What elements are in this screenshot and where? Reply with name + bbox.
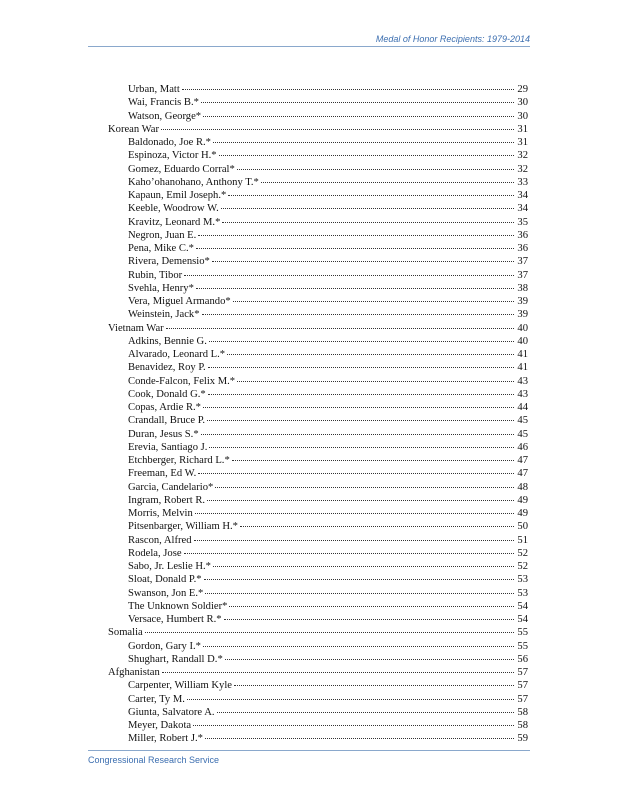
dot-leader — [162, 671, 514, 673]
toc-entry[interactable] — [108, 587, 528, 600]
toc-entry[interactable] — [108, 534, 528, 547]
toc-entry-label: Garcia, Candelario* — [128, 481, 214, 493]
toc-entry-page: 34 — [517, 190, 528, 201]
toc-entry[interactable] — [108, 719, 528, 732]
dot-leader — [209, 446, 514, 448]
footer-rule — [88, 750, 530, 751]
toc-entry-page: 40 — [517, 335, 528, 347]
toc-entry-label: Rodela, Jose — [128, 547, 182, 559]
toc-entry-label: Morris, Melvin — [128, 508, 193, 519]
toc-entry-label: Giunta, Salvatore A. — [128, 706, 215, 718]
toc-entry-label: Meyer, Dakota — [128, 720, 192, 731]
toc-entry[interactable] — [108, 653, 528, 666]
running-header: Medal of Honor Recipients: 1979-2014 — [375, 34, 530, 44]
toc-entry[interactable] — [108, 202, 528, 215]
dot-leader — [237, 380, 514, 382]
toc-entry-label: Vietnam War — [108, 322, 164, 334]
dot-leader — [240, 525, 514, 527]
toc-entry[interactable] — [108, 375, 528, 388]
dot-leader — [184, 274, 514, 276]
dot-leader — [207, 499, 514, 501]
toc-entry-label: Copas, Ardie R.* — [128, 402, 201, 413]
toc-entry[interactable] — [108, 693, 528, 706]
dot-leader — [237, 168, 514, 170]
dot-leader — [219, 154, 514, 156]
toc-entry[interactable] — [108, 428, 528, 441]
toc-entry-label: Rascon, Alfred — [128, 534, 192, 546]
toc-entry-page: 47 — [517, 455, 528, 466]
toc-entry-label: Conde-Falcon, Felix M.* — [128, 375, 236, 387]
dot-leader — [209, 340, 514, 342]
toc-entry-label: Afghanistan — [108, 667, 160, 678]
toc-entry-label: Korean War — [108, 123, 160, 135]
toc-entry-label: Adkins, Bennie G. — [128, 335, 207, 347]
toc-entry-page: 52 — [517, 547, 528, 559]
toc-entry-page: 43 — [517, 388, 528, 400]
dot-leader — [145, 631, 514, 633]
toc-entry-page: 54 — [517, 600, 528, 612]
dot-leader — [205, 592, 514, 594]
dot-leader — [201, 101, 514, 103]
toc-entry-label: Sabo, Jr. Leslie H.* — [128, 561, 211, 572]
toc-entry-label: Carter, Ty M. — [128, 693, 185, 705]
toc-entry-label: Svehla, Henry* — [128, 282, 194, 294]
toc-entry-label: Sloat, Donald P.* — [128, 574, 202, 586]
toc-entry-page: 40 — [517, 322, 528, 334]
toc-entry[interactable] — [108, 481, 528, 494]
dot-leader — [221, 207, 514, 209]
toc-entry-label: Pena, Mike C.* — [128, 243, 194, 254]
toc-entry[interactable] — [108, 361, 528, 374]
toc-entry[interactable] — [108, 189, 528, 202]
dot-leader — [187, 698, 514, 700]
toc-section-entry[interactable] — [108, 123, 528, 136]
toc-entry-label: Kravitz, Leonard M.* — [128, 216, 221, 228]
toc-entry-page: 41 — [517, 349, 528, 360]
toc-entry-page: 46 — [517, 441, 528, 453]
toc-entry-label: Versace, Humbert R.* — [128, 614, 222, 625]
dot-leader — [213, 141, 514, 143]
toc-entry-label: The Unknown Soldier* — [128, 600, 228, 612]
toc-entry-label: Espinoza, Victor H.* — [128, 150, 217, 162]
toc-entry-label: Gomez, Eduardo Corral* — [128, 163, 235, 175]
dot-leader — [198, 234, 514, 236]
toc-entry[interactable] — [108, 467, 528, 480]
toc-entry-label: Ingram, Robert R. — [128, 494, 206, 506]
toc-entry-page: 56 — [517, 653, 528, 665]
toc-entry-page: 57 — [517, 693, 528, 705]
toc-entry-page: 59 — [517, 733, 528, 745]
dot-leader — [227, 353, 514, 355]
toc-entry-label: Freeman, Ed W. — [128, 468, 197, 480]
toc-entry-label: Wai, Francis B.* — [128, 97, 199, 109]
toc-entry-label: Cook, Donald G.* — [128, 388, 206, 400]
toc-entry[interactable] — [108, 547, 528, 560]
dot-leader — [194, 539, 514, 541]
toc-entry-page: 32 — [517, 150, 528, 162]
toc-entry-page: 44 — [517, 402, 528, 413]
toc-entry-page: 52 — [517, 561, 528, 572]
table-of-contents — [108, 83, 528, 746]
toc-entry-label: Keeble, Woodrow W. — [128, 203, 219, 215]
dot-leader — [204, 578, 514, 580]
dot-leader — [225, 658, 514, 660]
dot-leader — [193, 724, 514, 726]
dot-leader — [203, 115, 514, 117]
dot-leader — [202, 313, 514, 315]
dot-leader — [217, 711, 515, 713]
toc-entry[interactable] — [108, 507, 528, 520]
toc-entry-page: 30 — [517, 110, 528, 122]
toc-entry[interactable] — [108, 600, 528, 613]
toc-entry-page: 36 — [517, 243, 528, 254]
toc-entry-page: 45 — [517, 415, 528, 427]
dot-leader — [261, 181, 514, 183]
dot-leader — [201, 433, 514, 435]
toc-section-entry[interactable] — [108, 626, 528, 639]
toc-entry[interactable] — [108, 573, 528, 586]
dot-leader — [182, 88, 514, 90]
toc-entry[interactable] — [108, 454, 528, 467]
dot-leader — [196, 287, 514, 289]
toc-entry-label: Urban, Matt — [128, 84, 180, 95]
toc-entry-page: 37 — [517, 256, 528, 268]
dot-leader — [166, 327, 514, 329]
toc-entry-label: Kaho’ohanohano, Anthony T.* — [128, 176, 259, 188]
dot-leader — [184, 552, 514, 554]
dot-leader — [196, 247, 514, 249]
dot-leader — [203, 406, 514, 408]
toc-entry-label: Shughart, Randall D.* — [128, 653, 223, 665]
toc-entry-page: 30 — [517, 97, 528, 109]
dot-leader — [208, 366, 514, 368]
toc-entry-label: Alvarado, Leonard L.* — [128, 349, 226, 360]
toc-entry[interactable] — [108, 706, 528, 719]
toc-entry[interactable] — [108, 255, 528, 268]
toc-entry[interactable] — [108, 295, 528, 308]
toc-entry-page: 39 — [517, 296, 528, 307]
toc-entry-page: 57 — [517, 680, 528, 692]
toc-entry[interactable] — [108, 520, 528, 533]
toc-entry[interactable] — [108, 732, 528, 745]
toc-entry-label: Baldonado, Joe R.* — [128, 137, 211, 148]
dot-leader — [195, 512, 514, 514]
footer-text: Congressional Research Service — [88, 755, 220, 765]
dot-leader — [229, 605, 514, 607]
toc-entry-label: Etchberger, Richard L.* — [128, 455, 230, 466]
toc-entry[interactable] — [108, 441, 528, 454]
toc-entry[interactable] — [108, 388, 528, 401]
dot-leader — [233, 300, 514, 302]
toc-entry-page: 58 — [517, 720, 528, 731]
toc-entry-label: Carpenter, William Kyle — [128, 680, 232, 692]
dot-leader — [215, 486, 514, 488]
toc-entry-page: 48 — [517, 481, 528, 493]
toc-entry[interactable] — [108, 679, 528, 692]
toc-entry[interactable] — [108, 110, 528, 123]
toc-entry-page: 47 — [517, 468, 528, 480]
toc-entry-page: 51 — [517, 534, 528, 546]
toc-entry[interactable] — [108, 335, 528, 348]
toc-entry-page: 49 — [517, 508, 528, 519]
toc-entry-page: 43 — [517, 375, 528, 387]
dot-leader — [207, 419, 514, 421]
toc-entry-page: 34 — [517, 203, 528, 215]
toc-entry-label: Gordon, Gary I.* — [128, 640, 201, 652]
toc-entry-label: Pitsenbarger, William H.* — [128, 521, 238, 533]
toc-entry-page: 31 — [517, 137, 528, 148]
toc-entry-label: Negron, Juan E. — [128, 229, 197, 241]
toc-entry[interactable] — [108, 494, 528, 507]
dot-leader — [208, 393, 514, 395]
toc-entry-page: 55 — [517, 640, 528, 652]
toc-section-entry[interactable] — [108, 322, 528, 335]
toc-entry-page: 35 — [517, 216, 528, 228]
toc-entry[interactable] — [108, 348, 528, 361]
toc-entry[interactable] — [108, 282, 528, 295]
toc-entry-page: 55 — [517, 627, 528, 639]
toc-entry[interactable] — [108, 414, 528, 427]
toc-entry[interactable] — [108, 269, 528, 282]
toc-entry[interactable] — [108, 149, 528, 162]
dot-leader — [161, 128, 514, 130]
toc-entry-page: 53 — [517, 574, 528, 586]
dot-leader — [222, 221, 514, 223]
toc-entry[interactable] — [108, 640, 528, 653]
toc-entry[interactable] — [108, 401, 528, 414]
dot-leader — [198, 472, 514, 474]
header-rule — [88, 46, 530, 47]
toc-entry-label: Rivera, Demensio* — [128, 256, 210, 268]
toc-entry-page: 49 — [517, 494, 528, 506]
toc-entry-page: 39 — [517, 309, 528, 321]
toc-entry-page: 54 — [517, 614, 528, 625]
toc-entry[interactable] — [108, 136, 528, 149]
dot-leader — [203, 645, 514, 647]
toc-entry-page: 50 — [517, 521, 528, 533]
toc-entry[interactable] — [108, 242, 528, 255]
dot-leader — [234, 684, 514, 686]
toc-entry[interactable] — [108, 613, 528, 626]
toc-entry-label: Vera, Miguel Armando* — [128, 296, 231, 307]
dot-leader — [224, 618, 514, 620]
toc-entry-page: 37 — [517, 269, 528, 281]
toc-entry[interactable] — [108, 216, 528, 229]
toc-entry-page: 38 — [517, 282, 528, 294]
toc-entry-label: Benavidez, Roy P. — [128, 362, 206, 374]
toc-entry-label: Miller, Robert J.* — [128, 733, 203, 745]
toc-entry-label: Weinstein, Jack* — [128, 309, 200, 321]
toc-entry[interactable] — [108, 308, 528, 321]
dot-leader — [213, 565, 514, 567]
toc-section-entry[interactable] — [108, 666, 528, 679]
toc-entry-label: Duran, Jesus S.* — [128, 428, 199, 440]
toc-entry-label: Somalia — [108, 627, 143, 639]
toc-entry[interactable] — [108, 96, 528, 109]
toc-entry[interactable] — [108, 560, 528, 573]
toc-entry[interactable] — [108, 176, 528, 189]
toc-entry-page: 29 — [517, 84, 528, 95]
toc-entry-page: 57 — [517, 667, 528, 678]
toc-entry-label: Rubin, Tibor — [128, 269, 183, 281]
toc-entry-page: 41 — [517, 362, 528, 374]
dot-leader — [228, 194, 514, 196]
toc-entry[interactable] — [108, 163, 528, 176]
dot-leader — [232, 459, 514, 461]
toc-entry[interactable] — [108, 83, 528, 96]
toc-entry-page: 53 — [517, 587, 528, 599]
toc-entry-label: Kapaun, Emil Joseph.* — [128, 190, 227, 201]
toc-entry-label: Crandall, Bruce P. — [128, 415, 206, 427]
toc-entry-label: Watson, George* — [128, 110, 202, 122]
toc-entry[interactable] — [108, 229, 528, 242]
toc-entry-page: 31 — [517, 123, 528, 135]
toc-entry-page: 33 — [517, 176, 528, 188]
dot-leader — [205, 737, 514, 739]
toc-entry-page: 32 — [517, 163, 528, 175]
toc-entry-page: 58 — [517, 706, 528, 718]
toc-entry-page: 45 — [517, 428, 528, 440]
toc-entry-label: Erevia, Santiago J. — [128, 441, 208, 453]
dot-leader — [212, 260, 514, 262]
toc-entry-label: Swanson, Jon E.* — [128, 587, 204, 599]
toc-entry-page: 36 — [517, 229, 528, 241]
